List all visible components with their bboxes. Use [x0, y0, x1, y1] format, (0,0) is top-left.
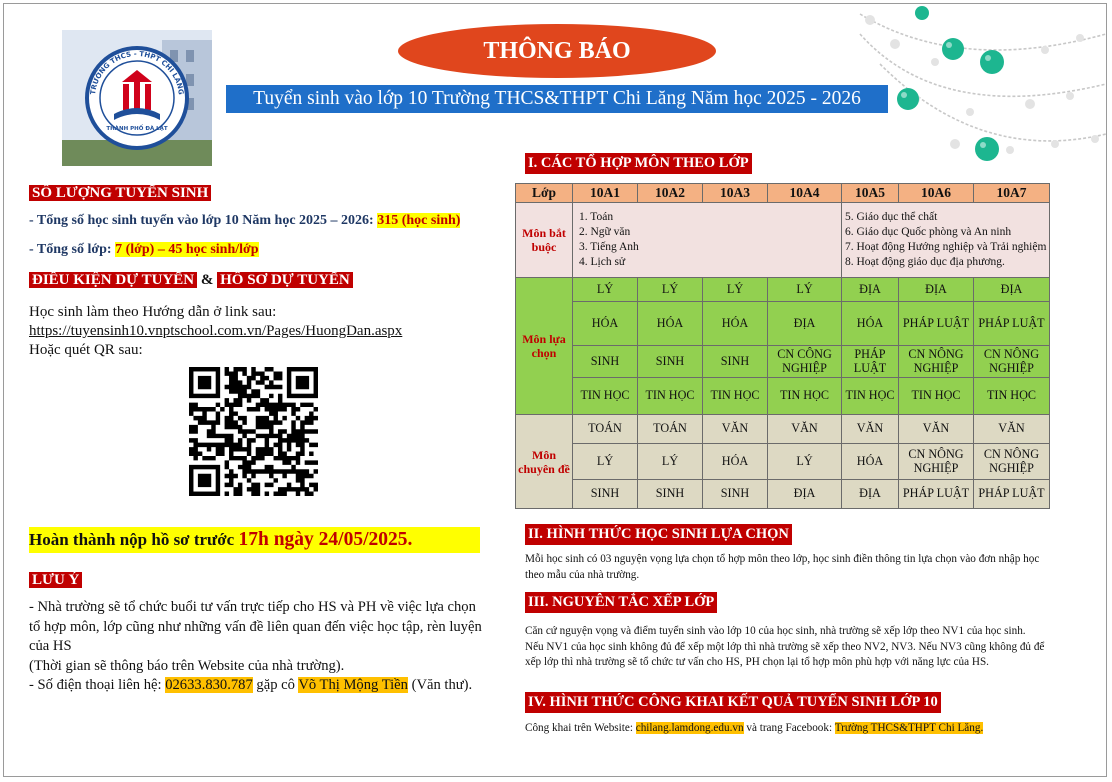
subject-cell: VĂN [899, 415, 974, 444]
subject-cell: ĐỊA [899, 278, 974, 302]
subject-cell: PHÁP LUẬT [974, 302, 1050, 346]
class-header: 10A2 [638, 184, 703, 203]
subject-cell: HÓA [573, 302, 638, 346]
total-students-label: - Tổng số học sinh tuyển vào lớp 10 Năm học 2025 – 2026: [29, 213, 374, 228]
mandatory-subject: 8. Hoạt động giáo dục địa phương. [845, 256, 1005, 268]
notes-heading: LƯU Ý [29, 572, 82, 588]
total-students-value: 315 (học sinh) [377, 213, 461, 228]
subject-cell: ĐỊA [974, 278, 1050, 302]
qr-text: Hoặc quét QR sau: [29, 342, 143, 358]
subject-cell: TIN HỌC [638, 378, 703, 415]
section-1-heading: I. CÁC TỔ HỢP MÔN THEO LỚP [525, 153, 752, 174]
total-classes-line [29, 240, 259, 260]
notes-line-2: (Thời gian sẽ thông báo trên Website của nhà trường). [29, 657, 345, 674]
subject-cell: TIN HỌC [703, 378, 768, 415]
conditions-heading: ĐIỀU KIỆN DỰ TUYỂN [29, 272, 197, 288]
subject-cell: LÝ [768, 444, 842, 480]
subject-cell: SINH [573, 480, 638, 509]
subject-cell: TOÁN [638, 415, 703, 444]
subject-cell: SINH [703, 346, 768, 378]
specialized-label: Môn chuyên đề [516, 415, 573, 509]
total-classes-label: - Tổng số lớp: [29, 242, 112, 257]
subject-cell: VĂN [842, 415, 899, 444]
elective-row [516, 278, 1050, 302]
mandatory-subject: 3. Tiếng Anh [579, 241, 639, 253]
conditions-amp: & [200, 272, 214, 288]
mandatory-subject: 4. Lịch sử [579, 256, 626, 268]
specialized-row [516, 444, 1050, 480]
website-link[interactable]: chilang.lamdong.edu.vn [635, 722, 744, 734]
mandatory-subject: 7. Hoạt động Hướng nghiệp và Trải nghiệm [845, 241, 1047, 253]
total-students-line [29, 211, 460, 231]
specialized-row [516, 480, 1050, 509]
section-2-heading: II. HÌNH THỨC HỌC SINH LỰA CHỌN [525, 524, 792, 545]
subject-cell: SINH [703, 480, 768, 509]
section-3-heading: III. NGUYÊN TẮC XẾP LỚP [525, 592, 717, 613]
section-4-heading: IV. HÌNH THỨC CÔNG KHAI KẾT QUẢ TUYỂN SINH LỚP 10 [525, 692, 941, 713]
quota-heading-wrap [29, 183, 211, 203]
subject-cell: CN NÔNG NGHIỆP [974, 444, 1050, 480]
section-2-text: Mỗi học sinh có 03 nguyện vọng lựa chọn tổ hợp môn theo lớp, học sinh điền thông tin lựa chọn vào đơn nhập học theo mẫu của nhà trường. [525, 553, 1040, 581]
notes-heading-wrap [29, 570, 82, 590]
class-header: 10A4 [768, 184, 842, 203]
deadline-banner [29, 527, 480, 553]
subject-cell: TIN HỌC [768, 378, 842, 415]
subject-cell: LÝ [573, 278, 638, 302]
logo-arc-text: TRƯỜNG THCS - THPT CHI LĂNG [89, 49, 185, 96]
notes-contact [29, 676, 489, 696]
subject-cell: TIN HỌC [899, 378, 974, 415]
subject-cell: ĐỊA [842, 278, 899, 302]
subject-cell: HÓA [638, 302, 703, 346]
logo-bottom-text: THÀNH PHỐ ĐÀ LẠT [106, 126, 168, 132]
deadline-time: 17h ngày 24/05/2025. [238, 529, 413, 550]
subject-cell: PHÁP LUẬT [974, 480, 1050, 509]
contact-name: Võ Thị Mộng Tiền [298, 677, 408, 693]
publish-prefix: Công khai trên Website: [525, 722, 633, 734]
class-header: 10A1 [573, 184, 638, 203]
mandatory-list-a [573, 203, 842, 278]
elective-row [516, 302, 1050, 346]
class-header: 10A3 [703, 184, 768, 203]
contact-suffix: (Văn thư). [411, 677, 473, 693]
subject-cell: CN CÔNG NGHIỆP [768, 346, 842, 378]
mandatory-list-b [842, 203, 1050, 278]
section-3-text: Căn cứ nguyện vọng và điểm tuyển sinh vào lớp 10 của học sinh, nhà trường sẽ xếp lớp theo NV1 của học sinh. Nếu NV1 của học sinh không đủ để xếp một lớp thì nhà trường sẽ xếp theo NV2, NV3. Nếu NV3 cũng không đủ để xếp lớp thì nhà trường sẽ tổ chức tư vấn cho HS, PH chọn lại tổ hợp môn phù hợp với năng lực của HS. [525, 625, 1045, 668]
qr-code[interactable] [189, 367, 318, 496]
subject-cell: SINH [638, 346, 703, 378]
subject-cell: LÝ [573, 444, 638, 480]
subject-cell: CN NÔNG NGHIỆP [974, 346, 1050, 378]
documents-heading: HỒ SƠ DỰ TUYỂN [217, 272, 353, 288]
subject-cell: TIN HỌC [974, 378, 1050, 415]
guide-link[interactable]: https://tuyensinh10.vnptschool.com.vn/Pages/HuongDan.aspx [29, 323, 403, 339]
page-subtitle: Tuyển sinh vào lớp 10 Trường THCS&THPT Chi Lăng Năm học 2025 - 2026 [226, 85, 888, 113]
subject-cell: PHÁP LUẬT [899, 302, 974, 346]
table-header-row [516, 184, 1050, 203]
table-corner: Lớp [516, 184, 573, 203]
subject-cell: CN NÔNG NGHIỆP [899, 444, 974, 480]
subject-cell: PHÁP LUẬT [842, 346, 899, 378]
subject-cell: ĐỊA [768, 302, 842, 346]
subject-cell: VĂN [768, 415, 842, 444]
class-header: 10A7 [974, 184, 1050, 203]
subject-cell: SINH [573, 346, 638, 378]
elective-label: Môn lựa chọn [516, 278, 573, 415]
contact-mid: gặp cô [256, 677, 295, 693]
elective-row [516, 378, 1050, 415]
subject-cell: HÓA [842, 302, 899, 346]
subject-cell: TIN HỌC [573, 378, 638, 415]
subject-cell: SINH [638, 480, 703, 509]
subject-cell: LÝ [703, 278, 768, 302]
mandatory-subject: 6. Giáo dục Quốc phòng và An ninh [845, 226, 1012, 238]
guide-text: Học sinh làm theo Hướng dẫn ở link sau: [29, 304, 277, 320]
page-title: THÔNG BÁO [398, 24, 716, 78]
notes-line-1: - Nhà trường sẽ tổ chức buổi tư vấn trực tiếp cho HS và PH về việc lựa chọn tổ hợp môn, lớp cũng như những vấn đề liên quan đến việc học tập, rèn luyện của HS [29, 599, 482, 654]
subject-cell: HÓA [703, 444, 768, 480]
phone-number: 02633.830.787 [165, 677, 253, 693]
subject-cell: HÓA [842, 444, 899, 480]
subject-cell: VĂN [974, 415, 1050, 444]
subject-cell: CN NÔNG NGHIỆP [899, 346, 974, 378]
specialized-row [516, 415, 1050, 444]
subject-cell: VĂN [703, 415, 768, 444]
subject-cell: HÓA [703, 302, 768, 346]
mandatory-label: Môn bắt buộc [516, 203, 573, 278]
class-header: 10A5 [842, 184, 899, 203]
subject-cell: TIN HỌC [842, 378, 899, 415]
conditions-heading-wrap [29, 270, 353, 290]
mandatory-subject: 1. Toán [579, 211, 614, 223]
subject-cell: TOÁN [573, 415, 638, 444]
mandatory-subject: 5. Giáo dục thể chất [845, 211, 938, 223]
subject-cell: ĐỊA [768, 480, 842, 509]
total-classes-value: 7 (lớp) – 45 học sinh/lớp [115, 242, 259, 257]
notes-body [29, 598, 489, 696]
quota-heading: SỐ LƯỢNG TUYỂN SINH [29, 185, 211, 201]
deadline-prefix: Hoàn thành nộp hồ sơ trước [29, 530, 235, 549]
mandatory-row [516, 203, 1050, 278]
subject-cell: PHÁP LUẬT [899, 480, 974, 509]
subject-table [515, 183, 1050, 509]
publish-mid: và trang Facebook: [746, 722, 833, 734]
subject-cell: LÝ [638, 278, 703, 302]
subject-cell: ĐỊA [842, 480, 899, 509]
subject-cell: LÝ [768, 278, 842, 302]
elective-row [516, 346, 1050, 378]
phone-prefix: - Số điện thoại liên hệ: [29, 677, 162, 693]
subject-cell: LÝ [638, 444, 703, 480]
subject-table-wrap [515, 183, 1050, 509]
mandatory-subject: 2. Ngữ văn [579, 226, 631, 238]
facebook-link[interactable]: Trường THCS&THPT Chi Lăng. [834, 722, 984, 734]
section-4-text [525, 721, 983, 737]
school-logo [62, 30, 212, 166]
class-header: 10A6 [899, 184, 974, 203]
